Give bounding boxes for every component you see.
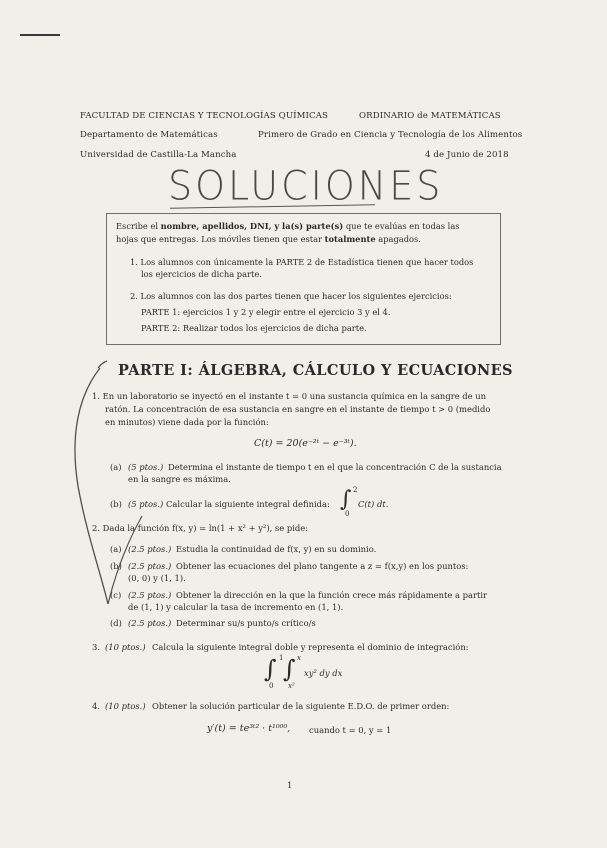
q1b-integrand: C(t) dt.: [358, 499, 389, 509]
q2b-text-2: (0, 0) y (1, 1).: [128, 573, 186, 583]
q2a-label: (a): [110, 544, 122, 554]
instructions-part-2: PARTE 2: Realizar todos los ejercicios de dicha parte.: [141, 323, 367, 333]
q1b-label: (b): [110, 499, 122, 509]
q1-line-3: en minutos) viene dada por la función:: [105, 417, 269, 427]
q4-condition: cuando t = 0, y = 1: [309, 725, 392, 735]
q4-number: 4.: [92, 701, 100, 711]
instructions-part-1: PARTE 1: ejercicios 1 y 2 y elegir entre el ejercicio 3 y el 4.: [141, 307, 391, 317]
q1a-label: (a): [110, 462, 122, 472]
q2c-text-1: Obtener la dirección en la que la función crece más rápidamente a partir: [176, 590, 488, 600]
scan-mark: [20, 34, 60, 36]
q2c-label: (c): [110, 590, 122, 600]
q3-inner-upper: x: [297, 654, 301, 662]
q3-points: (10 ptos.): [105, 642, 146, 652]
q1b-points: (5 ptos.): [128, 499, 164, 509]
header-department: Departamento de Matemáticas: [80, 130, 218, 140]
q1b-text: Calcular la siguiente integral definida:: [166, 499, 330, 509]
q3-inner-lower: x²: [288, 682, 295, 690]
q2d-points: (2.5 ptos.): [128, 618, 172, 628]
q1b-upper-limit: 2: [353, 486, 358, 494]
header-degree: Primero de Grado en Ciencia y Tecnología de los Alimentos: [258, 130, 523, 140]
q1-line-1: 1. En un laboratorio se inyectó en el instante t = 0 una sustancia química en la sangre de un: [92, 391, 487, 401]
header-university: Universidad de Castilla-La Mancha: [80, 150, 237, 160]
header-date: 4 de Junio de 2018: [425, 150, 509, 160]
q2d-label: (d): [110, 618, 122, 628]
q1-line-2: ratón. La concentración de esa sustancia en sangre en el instante de tiempo t > 0 (medido: [105, 404, 491, 414]
q2c-points: (2.5 ptos.): [128, 590, 172, 600]
q2b-label: (b): [110, 561, 122, 571]
page-number: 1: [287, 780, 293, 790]
q3-text: Calcula la siguiente integral doble y representa el dominio de integración:: [152, 642, 469, 652]
q3-number: 3.: [92, 642, 100, 652]
handwritten-title: SOLUCIONES: [168, 162, 444, 210]
q4-text: Obtener la solución particular de la siguiente E.D.O. de primer orden:: [152, 701, 450, 711]
q2b-text-1: Obtener las ecuaciones del plano tangente a z = f(x,y) en los puntos:: [176, 561, 469, 571]
header-exam: ORDINARIO de MATEMÁTICAS: [359, 111, 501, 121]
q2a-points: (2.5 ptos.): [128, 544, 172, 554]
instructions-item-2: 2. Los alumnos con las dos partes tienen que hacer los siguientes ejercicios:: [130, 291, 452, 301]
instructions-item-1: 1. Los alumnos con únicamente la PARTE 2 de Estadística tienen que hacer todos: [130, 257, 474, 267]
q1-formula: C(t) = 20(e⁻²ᵗ − e⁻³ᵗ).: [254, 438, 357, 449]
q2c-text-2: de (1, 1) y calcular la tasa de incremento en (1, 1).: [128, 602, 344, 612]
q1a-text-1: Determina el instante de tiempo t en el que la concentración C de la sustancia: [168, 462, 502, 472]
instructions-item-1-cont: los ejercicios de dicha parte.: [141, 269, 262, 279]
q1a-points: (5 ptos.): [128, 462, 164, 472]
q3-inner-integral-sign: ∫: [283, 655, 296, 683]
instructions-line-2: hojas que entregas. Los móviles tienen que estar totalmente apagados.: [116, 234, 421, 244]
q4-equation: y′(t) = te³ᵗ² · t¹⁰⁰⁰,: [207, 723, 291, 734]
q1b-lower-limit: 0: [345, 510, 350, 518]
q2d-text: Determinar su/s punto/s crítico/s: [176, 618, 316, 628]
header-faculty: FACULTAD DE CIENCIAS Y TECNOLOGÍAS QUÍMICAS: [80, 111, 329, 121]
part-title: PARTE I: ÁLGEBRA, CÁLCULO Y ECUACIONES: [118, 362, 513, 379]
q2b-points: (2.5 ptos.): [128, 561, 172, 571]
q3-outer-integral-sign: ∫: [264, 655, 277, 683]
q4-points: (10 ptos.): [105, 701, 146, 711]
q3-outer-upper: 1: [279, 654, 284, 662]
q1b-integral-sign: ∫: [340, 487, 352, 512]
q1a-text-2: en la sangre es máxima.: [128, 474, 231, 484]
q2-intro: 2. Dada la función f(x, y) = ln(1 + x² + y²), se pide:: [92, 523, 309, 533]
q2a-text: Estudia la continuidad de f(x, y) en su dominio.: [176, 544, 377, 554]
instructions-line-1: Escribe el nombre, apellidos, DNI, y la(s) parte(s) que te evalúas en todas las: [116, 221, 460, 231]
q3-integrand: xy² dy dx: [304, 668, 343, 678]
q3-outer-lower: 0: [269, 682, 274, 690]
